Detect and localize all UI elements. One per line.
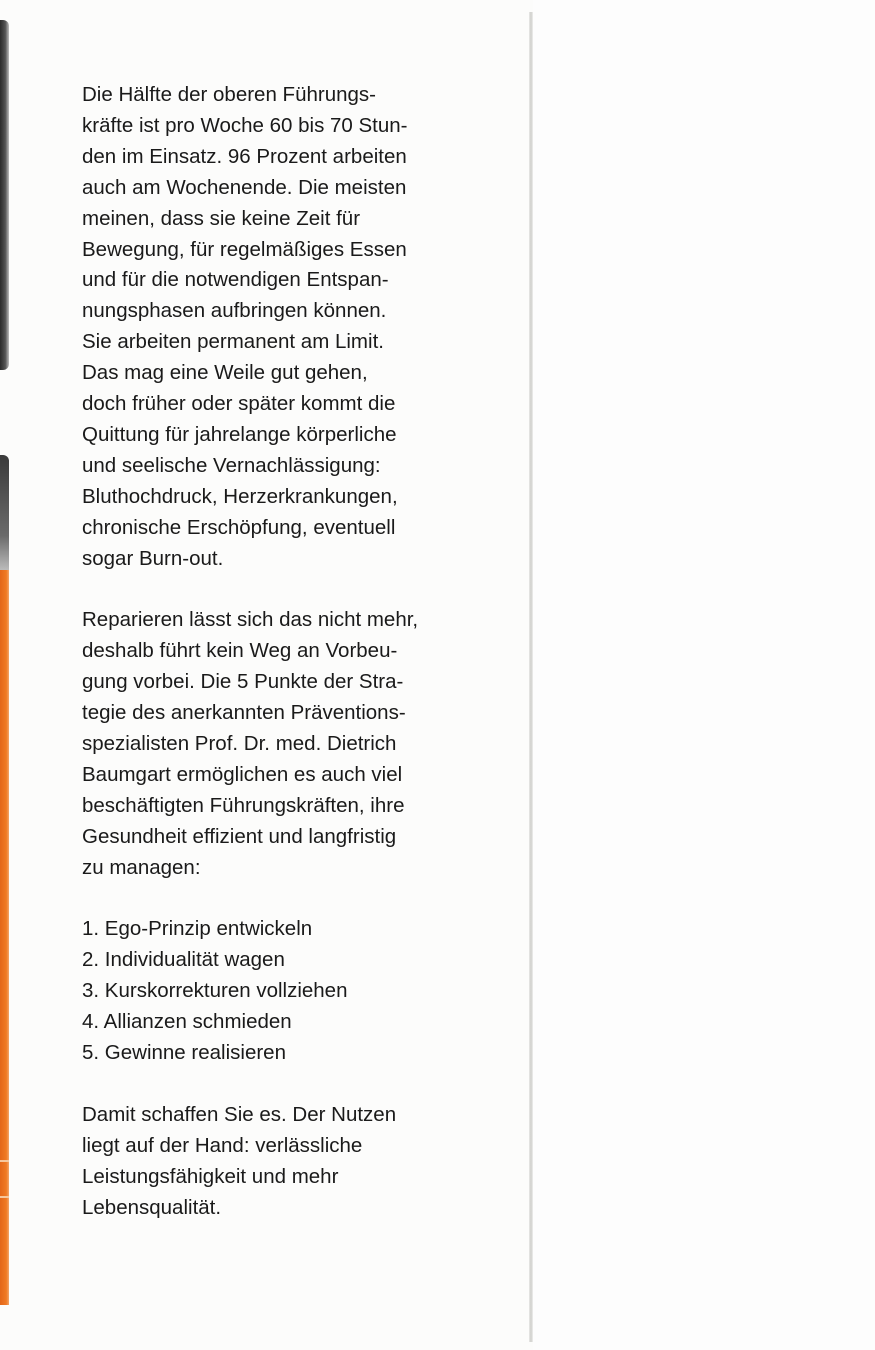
text-line: gung vorbei. Die 5 Punkte der Stra- — [82, 670, 404, 694]
text-line: sogar Burn-out. — [82, 546, 224, 570]
text-line: zu managen: — [82, 855, 201, 879]
paragraph-intro — [82, 80, 442, 575]
text-line: spezialisten Prof. Dr. med. Dietrich — [82, 732, 397, 756]
text-line: Reparieren lässt sich das nicht mehr, — [82, 608, 419, 632]
cover-edge-mark — [0, 1196, 9, 1198]
text-line: tegie des anerkannten Präventions- — [82, 701, 406, 725]
cover-edge-dark-middle — [0, 455, 9, 570]
text-line: meinen, dass sie keine Zeit für — [82, 206, 361, 230]
blank-facing-page — [533, 0, 875, 1350]
text-line: kräfte ist pro Woche 60 bis 70 Stun- — [82, 113, 408, 137]
strategy-list — [82, 914, 442, 1069]
cover-edge-orange — [0, 570, 9, 1305]
cover-edge-dark-top — [0, 20, 9, 370]
list-item: 5. Gewinne realisieren — [82, 1041, 286, 1065]
text-line: Damit schaffen Sie es. Der Nutzen — [82, 1102, 397, 1126]
text-line: Bewegung, für regelmäßiges Essen — [82, 237, 407, 261]
text-line: Die Hälfte der oberen Führungs- — [82, 83, 376, 106]
cover-edge-mark — [0, 1160, 9, 1162]
text-line: chronische Erschöpfung, eventuell — [82, 515, 396, 539]
text-line: Lebensqualität. — [82, 1195, 222, 1219]
text-column — [82, 80, 442, 1254]
text-line: auch am Wochenende. Die meisten — [82, 175, 407, 199]
list-item: 1. Ego-Prinzip entwickeln — [82, 917, 313, 941]
text-line: Quittung für jahrelange körperliche — [82, 422, 397, 446]
text-line: beschäftigten Führungskräften, ihre — [82, 793, 405, 817]
text-line: Baumgart ermöglichen es auch viel — [82, 762, 403, 786]
text-line: Sie arbeiten permanent am Limit. — [82, 330, 384, 354]
text-line: und für die notwendigen Entspan- — [82, 268, 389, 292]
paragraph-strategy — [82, 605, 442, 883]
text-line: nungsphasen aufbringen können. — [82, 299, 387, 323]
text-line: Bluthochdruck, Herzerkrankungen, — [82, 484, 398, 508]
text-line: den im Einsatz. 96 Prozent arbeiten — [82, 144, 407, 168]
list-item: 2. Individualität wagen — [82, 948, 285, 972]
list-item: 4. Allianzen schmieden — [82, 1010, 292, 1034]
text-line: doch früher oder später kommt die — [82, 392, 396, 416]
list-item: 3. Kurskorrekturen vollziehen — [82, 979, 348, 1003]
text-line: Leistungsfähigkeit und mehr — [82, 1164, 339, 1188]
text-line: Gesundheit effizient und langfristig — [82, 824, 397, 848]
paragraph-closing — [82, 1100, 442, 1224]
text-line: Das mag eine Weile gut gehen, — [82, 361, 368, 385]
text-line: liegt auf der Hand: verlässliche — [82, 1133, 363, 1157]
text-line: deshalb führt kein Weg an Vorbeu- — [82, 639, 398, 663]
text-line: und seelische Vernachlässigung: — [82, 453, 381, 477]
